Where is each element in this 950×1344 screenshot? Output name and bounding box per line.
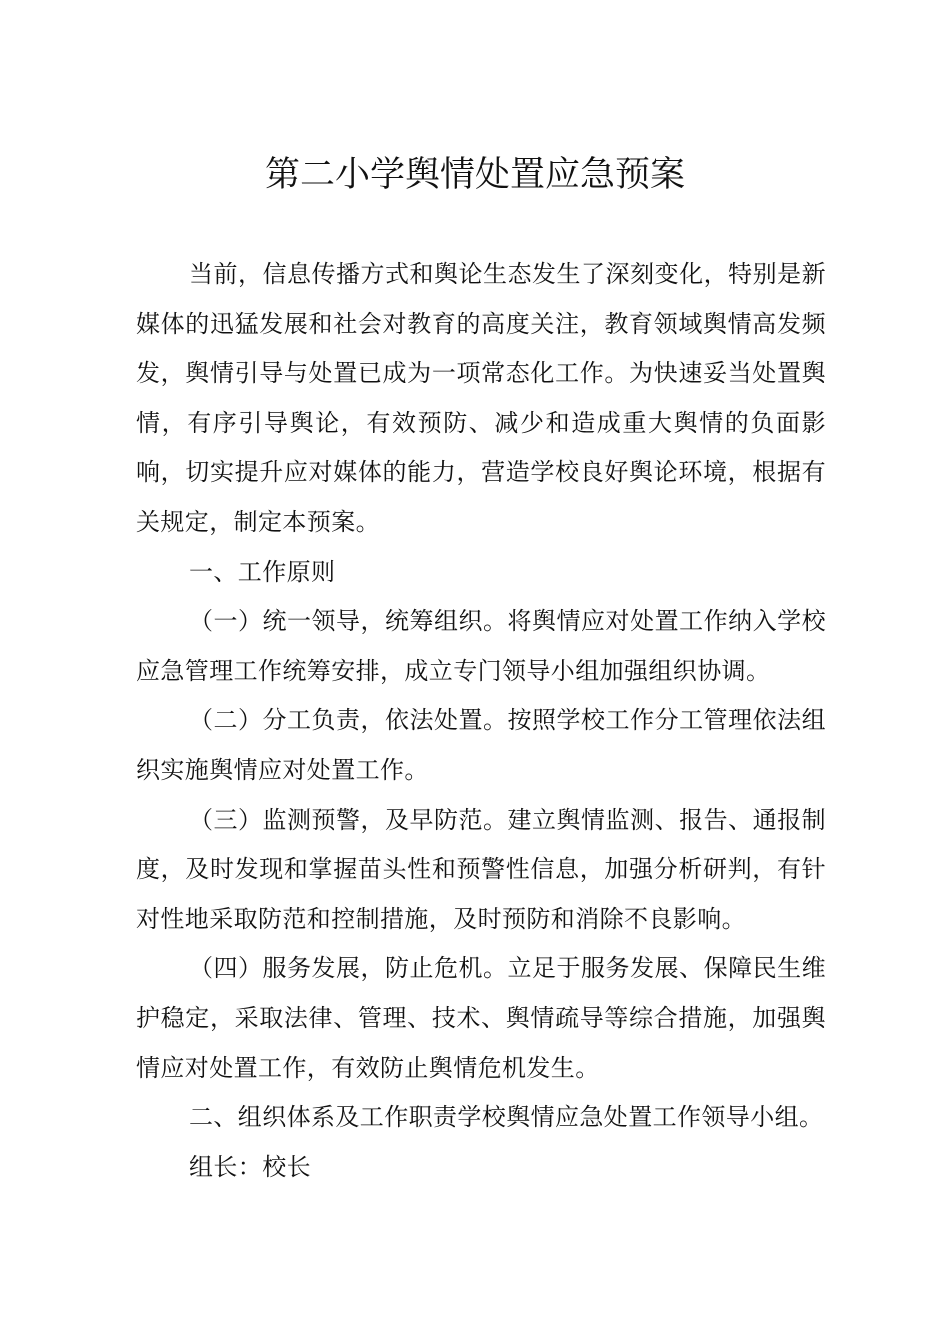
principle-paragraph-1: （一）统一领导，统筹组织。将舆情应对处置工作纳入学校应急管理工作统筹安排，成立专门领导小组加强组织协调。	[136, 607, 826, 685]
principle-paragraph-4: （四）服务发展，防止危机。立足于服务发展、保障民生维护稳定，采取法律、管理、技术、舆情疏导等综合措施，加强舆情应对处置工作，有效防止舆情危机发生。	[136, 954, 826, 1082]
section-heading-organization: 二、组织体系及工作职责学校舆情应急处置工作领导小组。	[189, 1103, 824, 1132]
document-body	[136, 250, 826, 1192]
document-title: 第二小学舆情处置应急预案	[264, 155, 685, 195]
leader-line: 组长：校长	[189, 1152, 311, 1181]
principle-paragraph-2: （二）分工负责，依法处置。按照学校工作分工管理依法组织实施舆情应对处置工作。	[136, 706, 826, 784]
intro-paragraph: 当前，信息传播方式和舆论生态发生了深刻变化，特别是新媒体的迅猛发展和社会对教育的高度关注，教育领域舆情高发频发，舆情引导与处置已成为一项常态化工作。为快速妥当处置舆情，有序引导舆论，有效预防、减少和造成重大舆情的负面影响，切实提升应对媒体的能力，营造学校良好舆论环境，根据有关规定，制定本预案。	[136, 260, 826, 536]
principle-paragraph-3: （三）监测预警，及早防范。建立舆情监测、报告、通报制度，及时发现和掌握苗头性和预警性信息，加强分析研判，有针对性地采取防范和控制措施，及时预防和消除不良影响。	[136, 805, 826, 933]
section-heading-principles: 一、工作原则	[189, 557, 336, 586]
